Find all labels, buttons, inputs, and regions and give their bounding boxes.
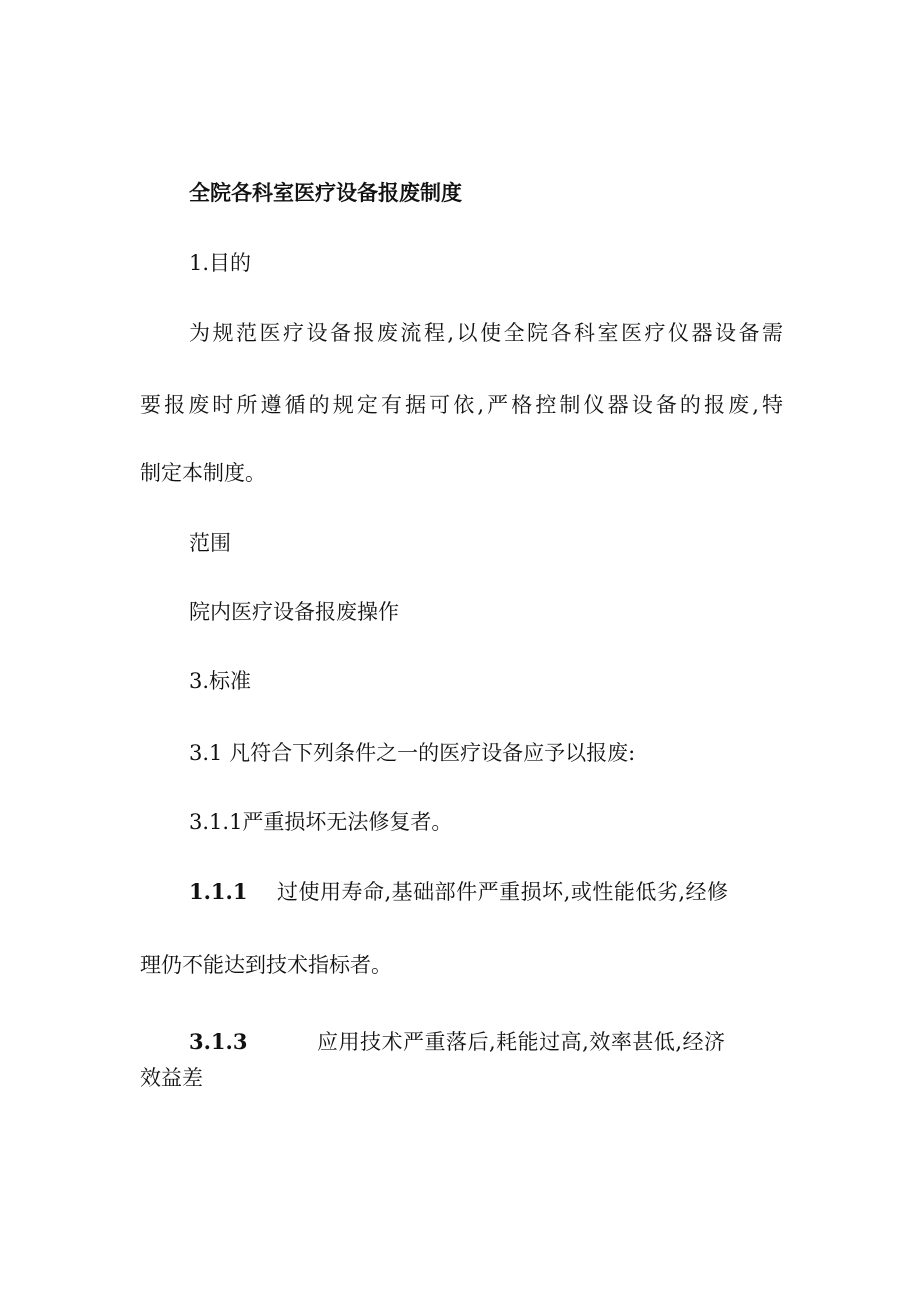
section-2-heading: 范围 xyxy=(189,531,231,555)
item-3-1-3-text: 应用技术严重落后,耗能过高,效率甚低,经济 xyxy=(317,1030,726,1054)
section-1-heading: 1.目的 xyxy=(189,251,252,275)
item-3-1-3-line-2: 效益差 xyxy=(140,1066,203,1090)
item-1-1-1-text: 过使用寿命,基础部件严重损坏,或性能低劣,经修 xyxy=(277,880,729,904)
item-1-1-1-line-1 xyxy=(189,880,783,904)
section-3-1-clause: 3.1 凡符合下列条件之一的医疗设备应予以报废: xyxy=(189,741,636,765)
section-1-body-line-2: 要报废时所遵循的规定有据可依,严格控制仪器设备的报废,特 xyxy=(140,393,783,417)
item-1-1-1-line-2: 理仍不能达到技术指标者。 xyxy=(140,953,392,977)
item-1-1-1-number: 1.1.1 xyxy=(189,879,248,904)
section-1-body-line-1: 为规范医疗设备报废流程,以使全院各科室医疗仪器设备需 xyxy=(189,321,783,345)
item-3-1-3-line-1 xyxy=(189,1030,783,1054)
section-3-heading: 3.标准 xyxy=(189,669,252,693)
section-3-1-1-clause: 3.1.1严重损坏无法修复者。 xyxy=(189,810,453,834)
section-2-body: 院内医疗设备报废操作 xyxy=(189,600,399,624)
section-1-body-line-3: 制定本制度。 xyxy=(140,461,266,485)
document-title: 全院各科室医疗设备报废制度 xyxy=(189,180,462,205)
item-3-1-3-number: 3.1.3 xyxy=(189,1029,248,1054)
